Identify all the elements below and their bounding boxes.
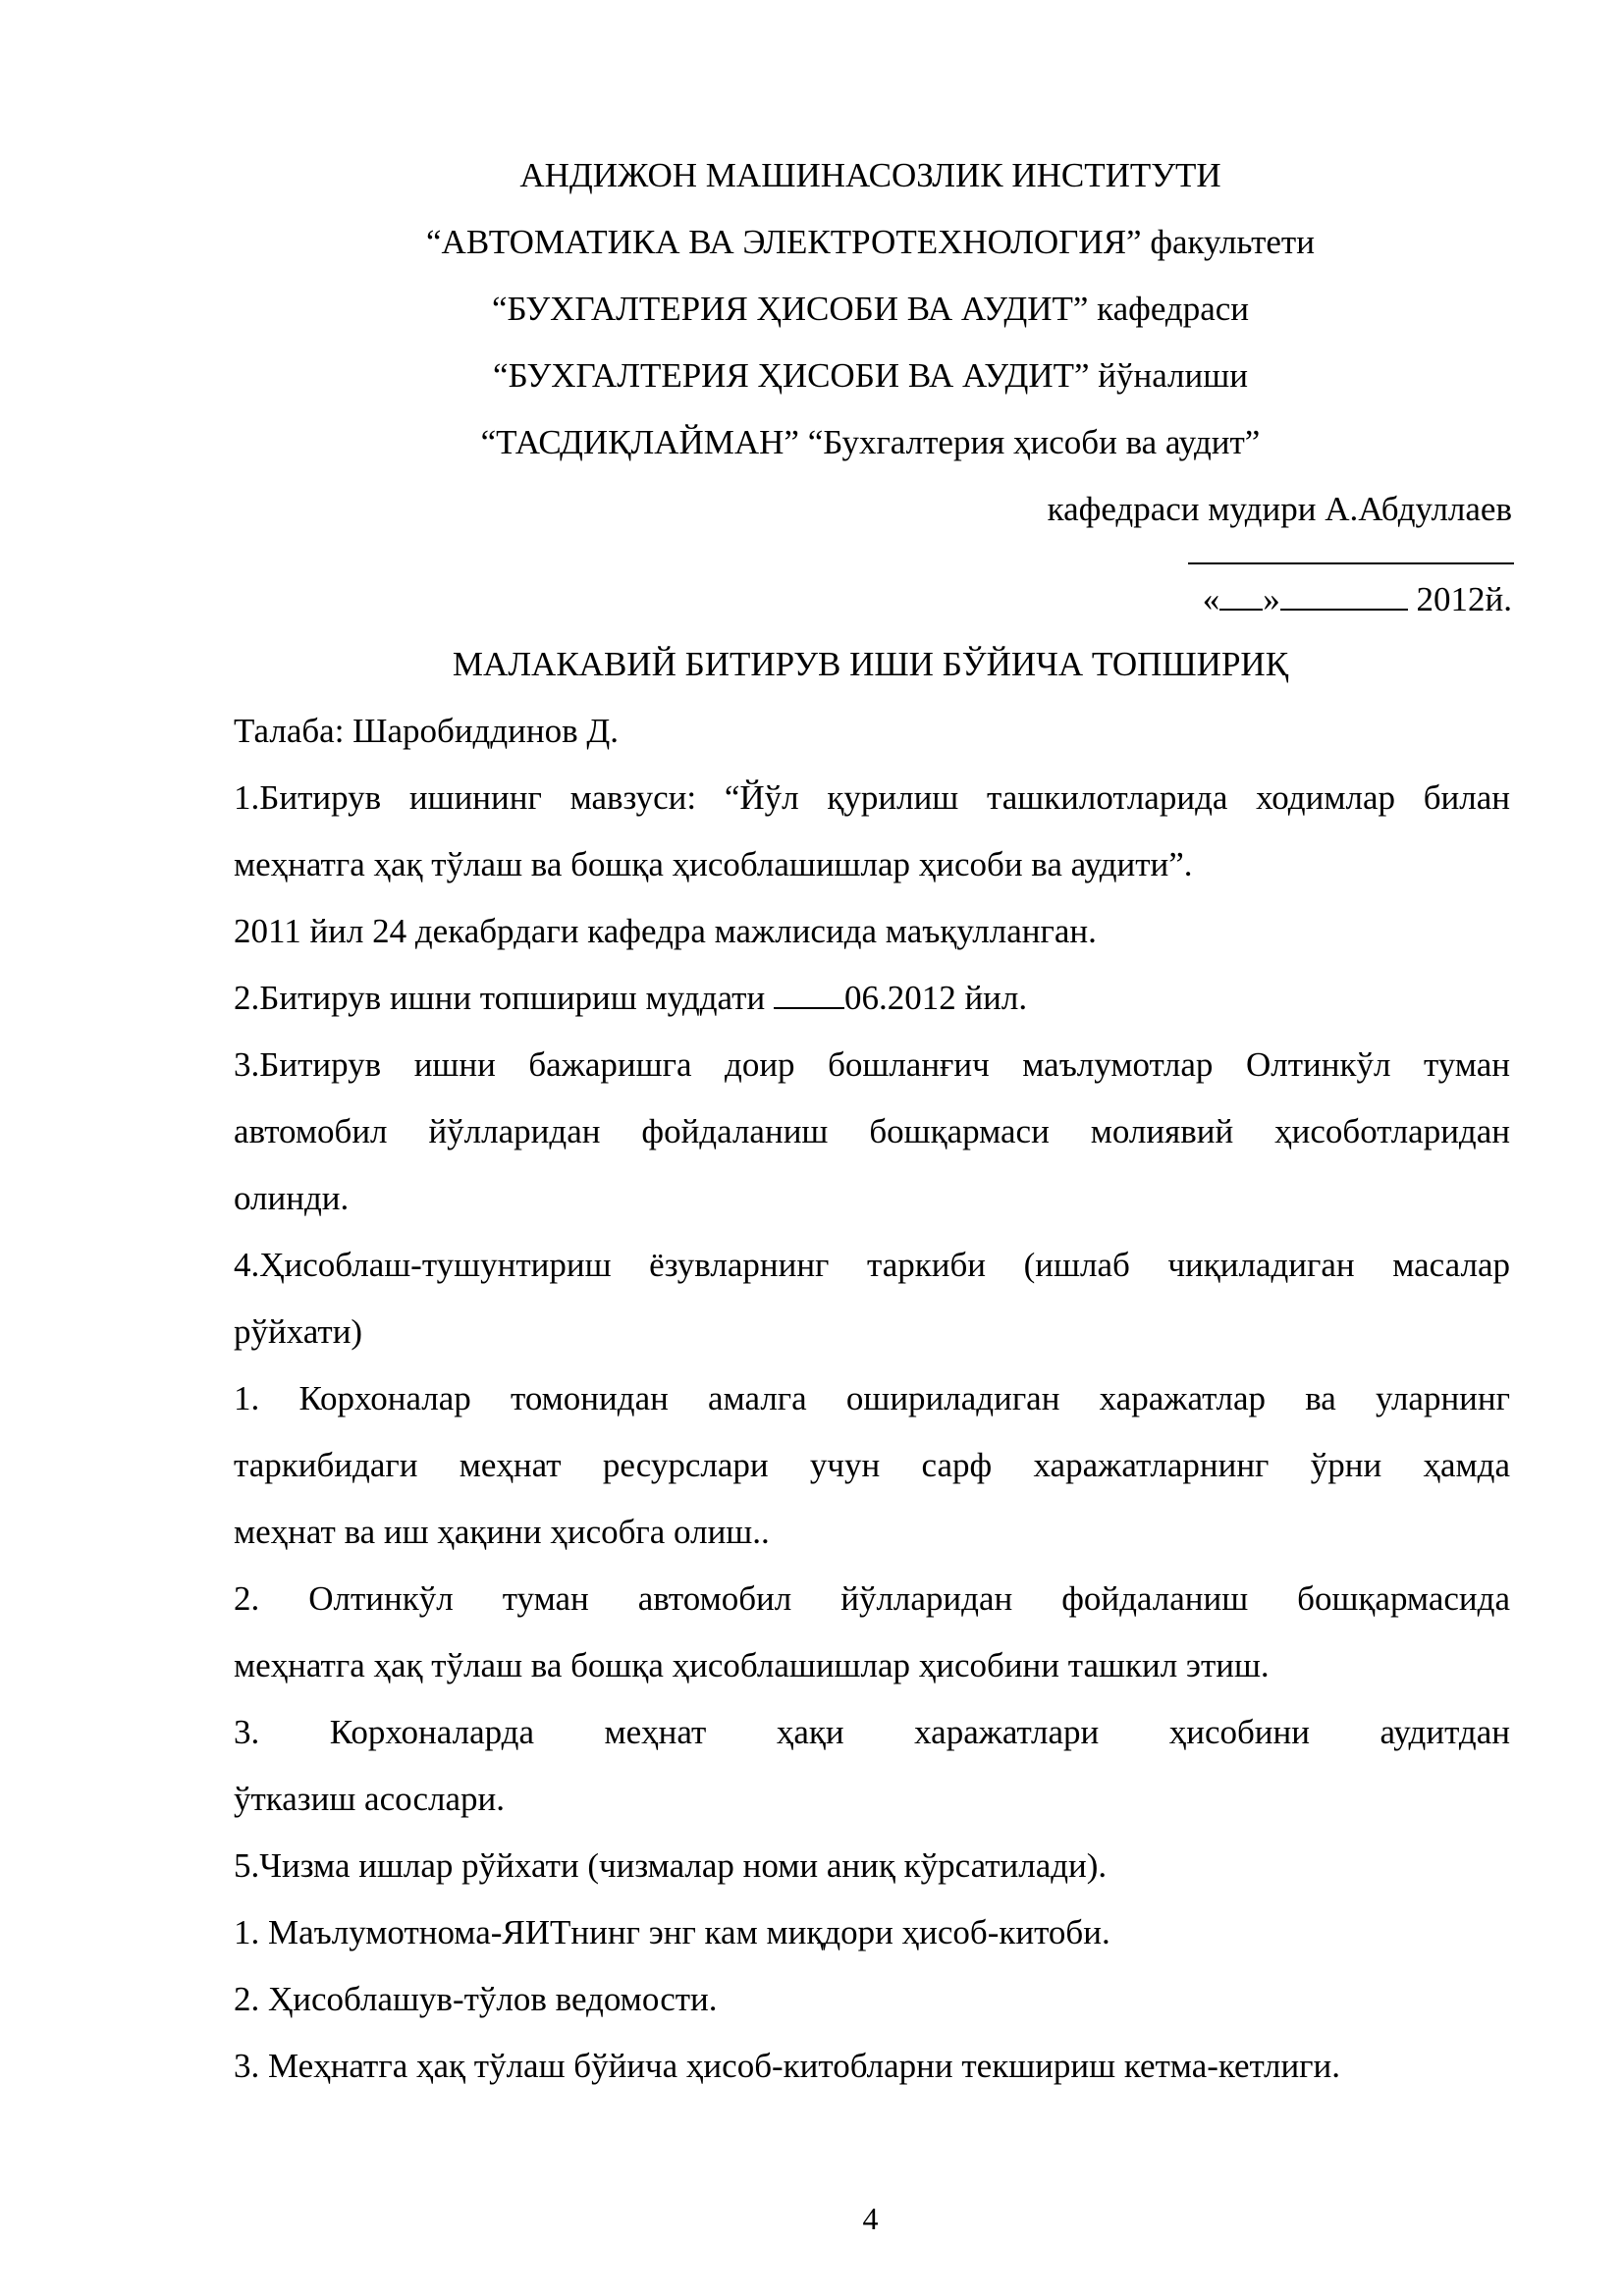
item1-line1: 1.Битирув ишининг мавзуси: “Йўл қурилиш ташкилотларида ходимлар билан [234, 778, 1510, 817]
page-number: 4 [862, 2201, 879, 2236]
item3-line3: олинди. [234, 1179, 350, 1217]
item3-line2: автомобил йўлларидан фойдаланиш бошқармаси молиявий ҳисоботларидан [234, 1112, 1510, 1150]
item2-prefix: 2.Битирув ишни топшириш муддати [234, 979, 774, 1017]
drawing-item-2: 2. Ҳисоблашув-тўлов ведомости. [234, 1980, 718, 2018]
item5-heading: 5.Чизма ишлар рўйхати (чизмалар номи аниқ кўрсатилади). [234, 1846, 1108, 1885]
date-quote-open: « [1202, 580, 1220, 618]
direction-name: “БУХГАЛТЕРИЯ ҲИСОБИ ВА АУДИТ” йўналиши [493, 356, 1248, 395]
sub3-line2: ўтказиш асослари. [234, 1780, 506, 1818]
deadline-blank [774, 978, 844, 1009]
student-name: Талаба: Шаробиддинов Д. [234, 712, 620, 750]
date-quote-close: » [1263, 580, 1280, 618]
sub1-line3: меҳнат ва иш ҳақини ҳисобга олиш.. [234, 1513, 770, 1551]
sub1-line1: 1. Корхоналар томонидан амалга ошириладиган харажатлар ва уларнинг [234, 1379, 1510, 1417]
month-blank [1280, 579, 1408, 611]
document-title: МАЛАКАВИЙ БИТИРУВ ИШИ БЎЙИЧА ТОПШИРИҚ [452, 645, 1289, 683]
day-blank [1219, 579, 1263, 611]
drawing-item-3: 3. Меҳнатга ҳақ тўлаш бўйича ҳисоб-китобларни текшириш кетма-кетлиги. [234, 2047, 1341, 2085]
date-year: 2012й. [1407, 580, 1512, 618]
item2-deadline [234, 978, 1027, 1019]
institute-name: АНДИЖОН МАШИНАСОЗЛИК ИНСТИТУТИ [519, 156, 1221, 194]
drawing-item-1: 1. Маълумотнома-ЯИТнинг энг кам миқдори ҳисоб-китоби. [234, 1913, 1110, 1951]
approved-line: 2011 йил 24 декабрдаги кафедра мажлисида маъқулланган. [234, 912, 1097, 950]
item4-line1: 4.Ҳисоблаш-тушунтириш ёзувларнинг таркиби (ишлаб чиқиладиган масалар [234, 1246, 1510, 1284]
item3-line1: 3.Битирув ишни бажаришга доир бошланғич маълумотлар Олтинкўл туман [234, 1045, 1510, 1084]
department-name: “БУХГАЛТЕРИЯ ҲИСОБИ ВА АУДИТ” кафедраси [491, 290, 1250, 328]
sub2-line2: меҳнатга ҳақ тўлаш ва бошқа ҳисоблашишлар ҳисобини ташкил этиш. [234, 1646, 1270, 1684]
approval-date [1203, 579, 1512, 620]
item1-line2: меҳнатга ҳақ тўлаш ва бошқа ҳисоблашишлар ҳисоби ва аудити”. [234, 845, 1193, 883]
signature-line [1188, 562, 1514, 564]
sub2-line1: 2. Олтинкўл туман автомобил йўлларидан фойдаланиш бошқармасида [234, 1579, 1510, 1618]
item2-suffix: 06.2012 йил. [843, 979, 1028, 1017]
department-head: кафедраси мудири А.Абдуллаев [1047, 490, 1512, 528]
faculty-name: “АВТОМАТИКА ВА ЭЛЕКТРОТЕХНОЛОГИЯ” факультети [426, 223, 1315, 261]
approval-heading: “ТАСДИҚЛАЙМАН” “Бухгалтерия ҳисоби ва аудит” [480, 423, 1261, 461]
item4-line2: рўйхати) [234, 1312, 363, 1351]
sub3-line1: 3. Корхоналарда меҳнат ҳақи харажатлари ҳисобини аудитдан [234, 1713, 1510, 1751]
sub1-line2: таркибидаги меҳнат ресурслари учун сарф харажатларнинг ўрни ҳамда [234, 1446, 1510, 1484]
